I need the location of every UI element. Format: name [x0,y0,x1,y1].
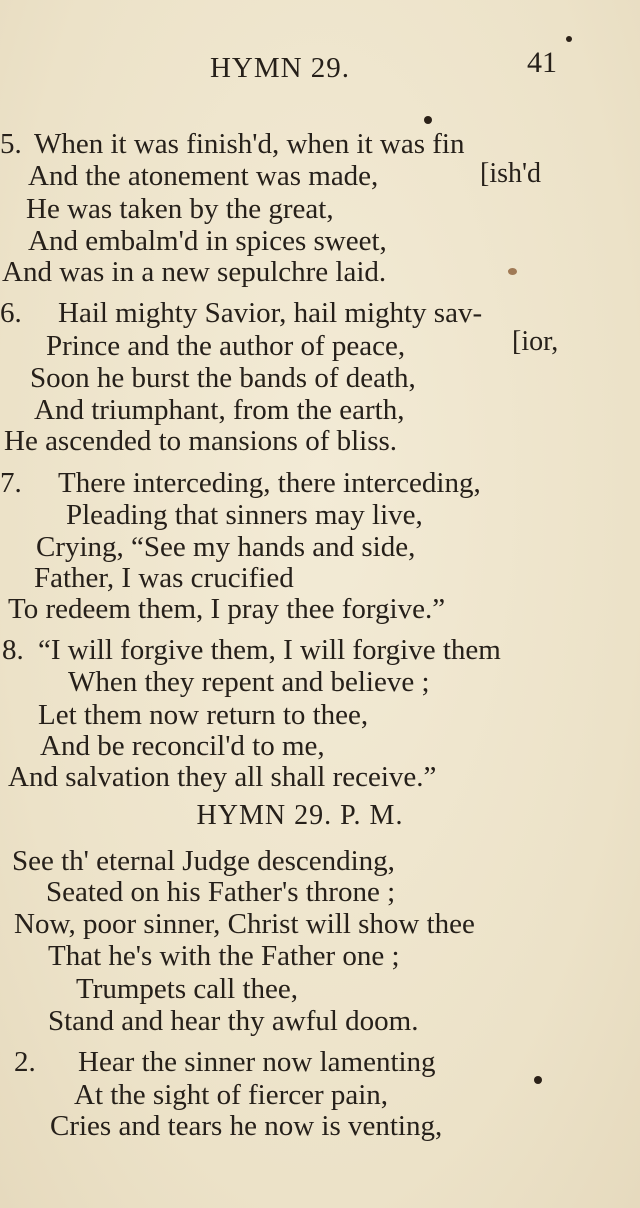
hymn-b-verse-1-line-6: Stand and hear thy awful doom. [48,1005,419,1037]
verse-5-carry-over: [ish'd [480,158,542,189]
verse-number: 2. [14,1046,36,1078]
hymn-b-verse-1-line-5: Trumpets call thee, [76,973,299,1005]
ink-speck [566,36,572,42]
verse-6-line-1 [0,297,482,329]
hymn-title: HYMN 29. P. M. [196,800,404,831]
verse-5-line-4: And embalm'd in spices sweet, [28,225,387,257]
verse-line-text: Hail mighty Savior, hail mighty sav- [58,297,483,329]
verse-line-text: When it was finish'd, when it was fin [34,128,465,160]
verse-8-line-5: And salvation they all shall receive.” [8,761,437,793]
verse-5-line-5: And was in a new sepulchre laid. [2,256,387,288]
verse-8-line-3: Let them now return to thee, [38,699,369,731]
verse-number: 7. [0,467,22,499]
ink-speck [508,268,517,275]
hymn-b-verse-2-line-3: Cries and tears he now is venting, [50,1110,443,1142]
hymn-b-verse-2-line-1 [14,1046,436,1078]
verse-8-line-2: When they repent and believe ; [68,666,430,698]
ink-speck [534,1076,542,1084]
page-number: 41 [527,46,557,79]
verse-7-line-2: Pleading that sinners may live, [66,499,423,531]
verse-6-line-2: Prince and the author of peace, [46,330,406,362]
verse-number: 5. [0,128,22,160]
verse-8-line-4: And be reconcil'd to me, [40,730,325,762]
verse-number: 8. [2,634,24,666]
hymn-b-verse-2-line-2: At the sight of fiercer pain, [74,1079,389,1111]
verse-7-line-1 [0,467,481,499]
verse-7-line-5: To redeem them, I pray thee forgive.” [8,593,446,625]
ink-speck [424,116,432,124]
verse-line-text: There interceding, there interceding, [58,467,481,499]
verse-line-text: Hear the sinner now lamenting [78,1046,436,1078]
hymn-b-verse-1-line-3: Now, poor sinner, Christ will show thee [14,908,475,940]
running-header-title: HYMN 29. [209,52,351,84]
verse-line-text: “I will forgive them, I will forgive them [38,634,501,666]
hymn-b-verse-1-line-2: Seated on his Father's throne ; [46,876,396,908]
verse-5-line-1 [0,128,464,160]
verse-7-line-3: Crying, “See my hands and side, [36,531,416,563]
hymn-b-verse-1-line-4: That he's with the Father one ; [48,940,400,972]
verse-7-line-4: Father, I was crucified [34,562,294,594]
verse-6-carry-over: [ior, [512,326,559,357]
hymn-b-verse-1-line-1: See th' eternal Judge descending, [12,845,395,877]
verse-6-line-3: Soon he burst the bands of death, [30,362,416,394]
verse-6-line-4: And triumphant, from the earth, [34,394,405,426]
verse-6-line-5: He ascended to mansions of bliss. [4,425,398,457]
verse-5-line-3: He was taken by the great, [26,193,334,225]
verse-5-line-2: And the atonement was made, [28,160,379,192]
verse-8-line-1 [2,634,501,666]
verse-number: 6. [0,297,22,329]
